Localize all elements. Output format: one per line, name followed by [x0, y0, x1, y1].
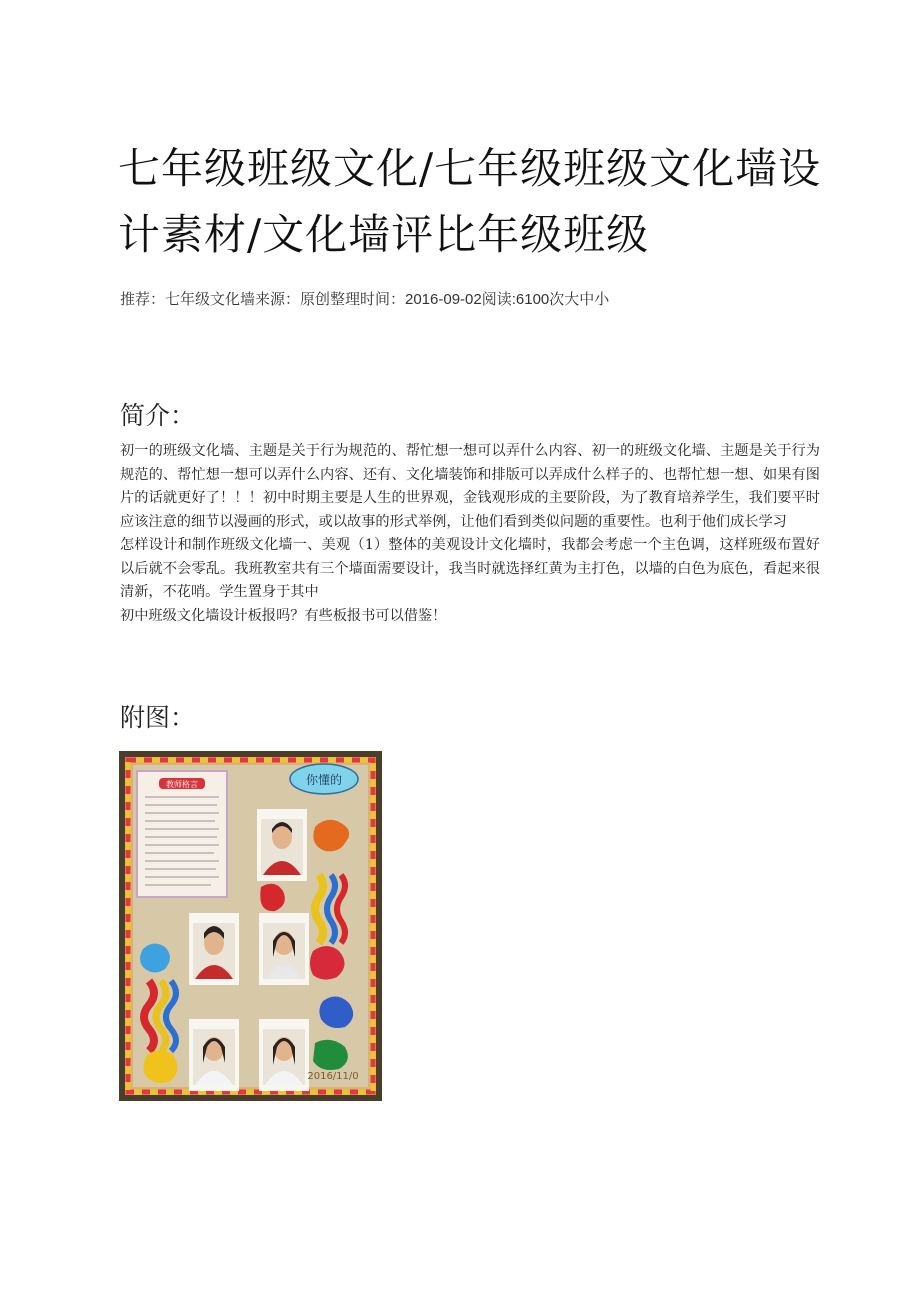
date-stamp: 2016/11/0 — [307, 1071, 359, 1082]
article-meta: 推荐：七年级文化墙来源：原创整理时间：2016-09-02阅读:6100次大中小 — [120, 291, 610, 308]
student-card — [259, 1019, 309, 1091]
paragraph: 初中班级文化墙设计板报吗？有些板报书可以借鉴！ — [120, 607, 447, 624]
bubble-text: 你懂的 — [305, 773, 343, 787]
student-card — [257, 809, 307, 881]
poster-title: 教师格言 — [166, 780, 198, 789]
student-card — [189, 913, 239, 985]
page-title: 七年级班级文化/七年级班级文化墙设计素材/文化墙评比年级班级 — [118, 144, 822, 259]
paragraph: 初一的班级文化墙、主题是关于行为规范的、帮忙想一想可以弄什么内容、初一的班级文化墙、主题是关于行为规范的、帮忙想一想可以弄什么内容、还有、文化墙装饰和排版可以弄成什么样子的、也帮忙想一想、如果有图片的话就更好了！！！初中时期主要是人生的世界观，金钱观形成的主要阶段，为了教育培养学生，我们要平时应该注意的细节以漫画的形式，或以故事的形式举例，让他们看到类似问题的重要性。也利于他们成长学习 — [120, 443, 820, 530]
paragraph: 怎样设计和制作班级文化墙一、美观（1）整体的美观设计文化墙时，我都会考虑一个主色调，这样班级布置好以后就不会零乱。我班教室共有三个墙面需要设计，我当时就选择红黄为主打色，以墙的白色为底色，看起来很清新，不花哨。学生置身于其中 — [120, 537, 820, 600]
culture-wall-photo — [119, 751, 382, 1101]
student-card — [259, 913, 309, 985]
student-card — [189, 1019, 239, 1091]
intro-heading: 简介： — [120, 401, 196, 430]
figure-heading: 附图： — [120, 703, 196, 732]
intro-body — [120, 440, 820, 628]
